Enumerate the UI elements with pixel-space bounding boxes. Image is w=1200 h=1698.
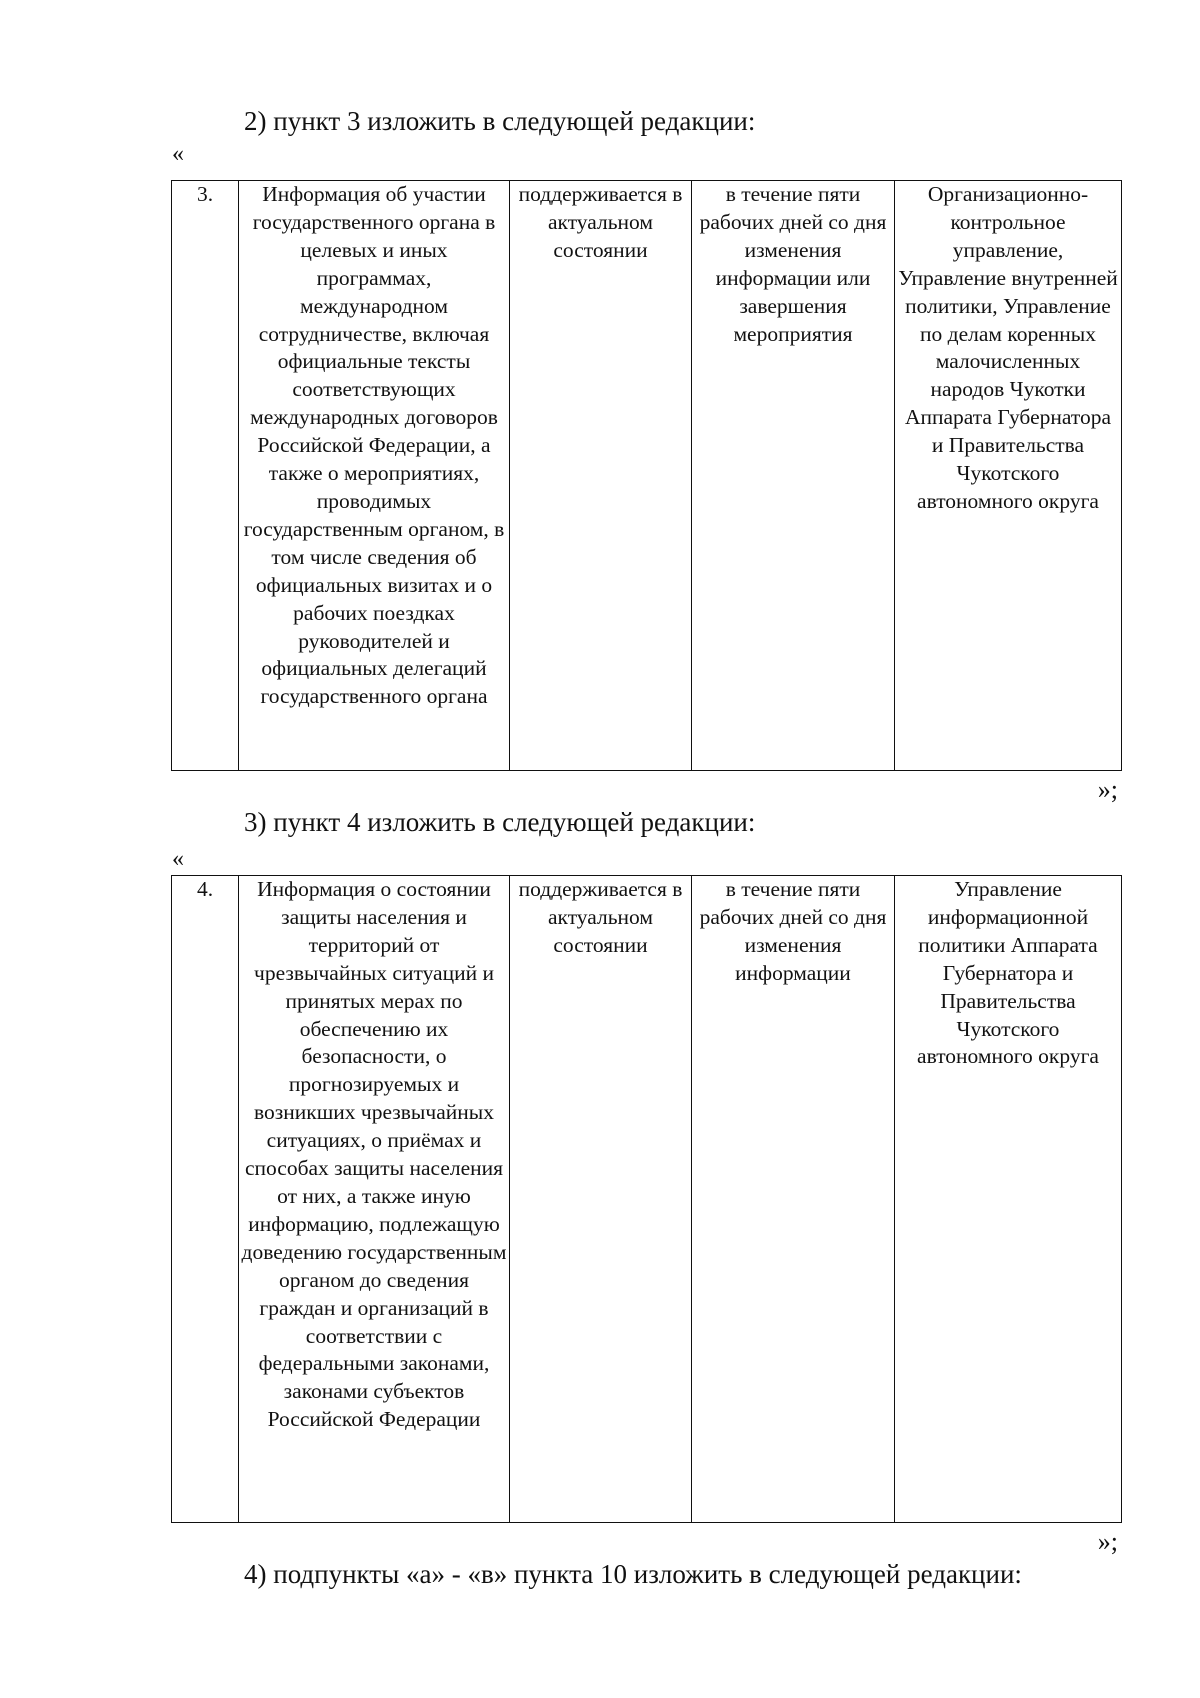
amendment-table-item-4 xyxy=(171,875,1122,1523)
opening-quote: « xyxy=(172,846,184,872)
closing-quote: »; xyxy=(1097,775,1118,804)
status-cell: поддерживается в актуальном состоянии xyxy=(510,181,692,771)
item-number-cell: 4. xyxy=(172,876,239,1523)
table-row xyxy=(172,181,1122,771)
item-number-cell: 3. xyxy=(172,181,239,771)
opening-quote: « xyxy=(172,141,184,167)
table-row xyxy=(172,876,1122,1523)
information-cell: Информация об участии государственного органа в целевых и иных программах, международном сотрудничестве, включая официальные тексты соответствующих международных договоров Российской Федерации, а также о мероприятиях, проводимых государственным органом, в том числе сведения об официальных визитах и о рабочих поездках руководителей и официальных делегаций государственного органа xyxy=(239,181,510,771)
amendment-table-item-3 xyxy=(171,180,1122,771)
deadline-cell: в течение пяти рабочих дней со дня изменения информации xyxy=(692,876,895,1523)
section-3-heading: 3) пункт 4 изложить в следующей редакции: xyxy=(244,807,756,837)
closing-quote: »; xyxy=(1097,1527,1118,1556)
section-2-heading: 2) пункт 3 изложить в следующей редакции: xyxy=(244,106,756,136)
information-cell: Информация о состоянии защиты населения и территорий от чрезвычайных ситуаций и принятых мерах по обеспечению их безопасности, о прогнозируемых и возникших чрезвычайных ситуациях, о приёмах и способах защиты населения от них, а также иную информацию, подлежащую доведению государственным органом до сведения граждан и организаций в соответствии с федеральными законами, законами субъектов Российской Федерации xyxy=(239,876,510,1523)
status-cell: поддерживается в актуальном состоянии xyxy=(510,876,692,1523)
responsible-cell: Организационно-контрольное управление, Управление внутренней политики, Управление по делам коренных малочисленных народов Чукотки Аппарата Губернатора и Правительства Чукотского автономного округа xyxy=(895,181,1122,771)
deadline-cell: в течение пяти рабочих дней со дня изменения информации или завершения мероприятия xyxy=(692,181,895,771)
section-4-heading: 4) подпункты «а» - «в» пункта 10 изложить в следующей редакции: xyxy=(244,1559,1022,1589)
responsible-cell: Управление информационной политики Аппарата Губернатора и Правительства Чукотского автономного округа xyxy=(895,876,1122,1523)
